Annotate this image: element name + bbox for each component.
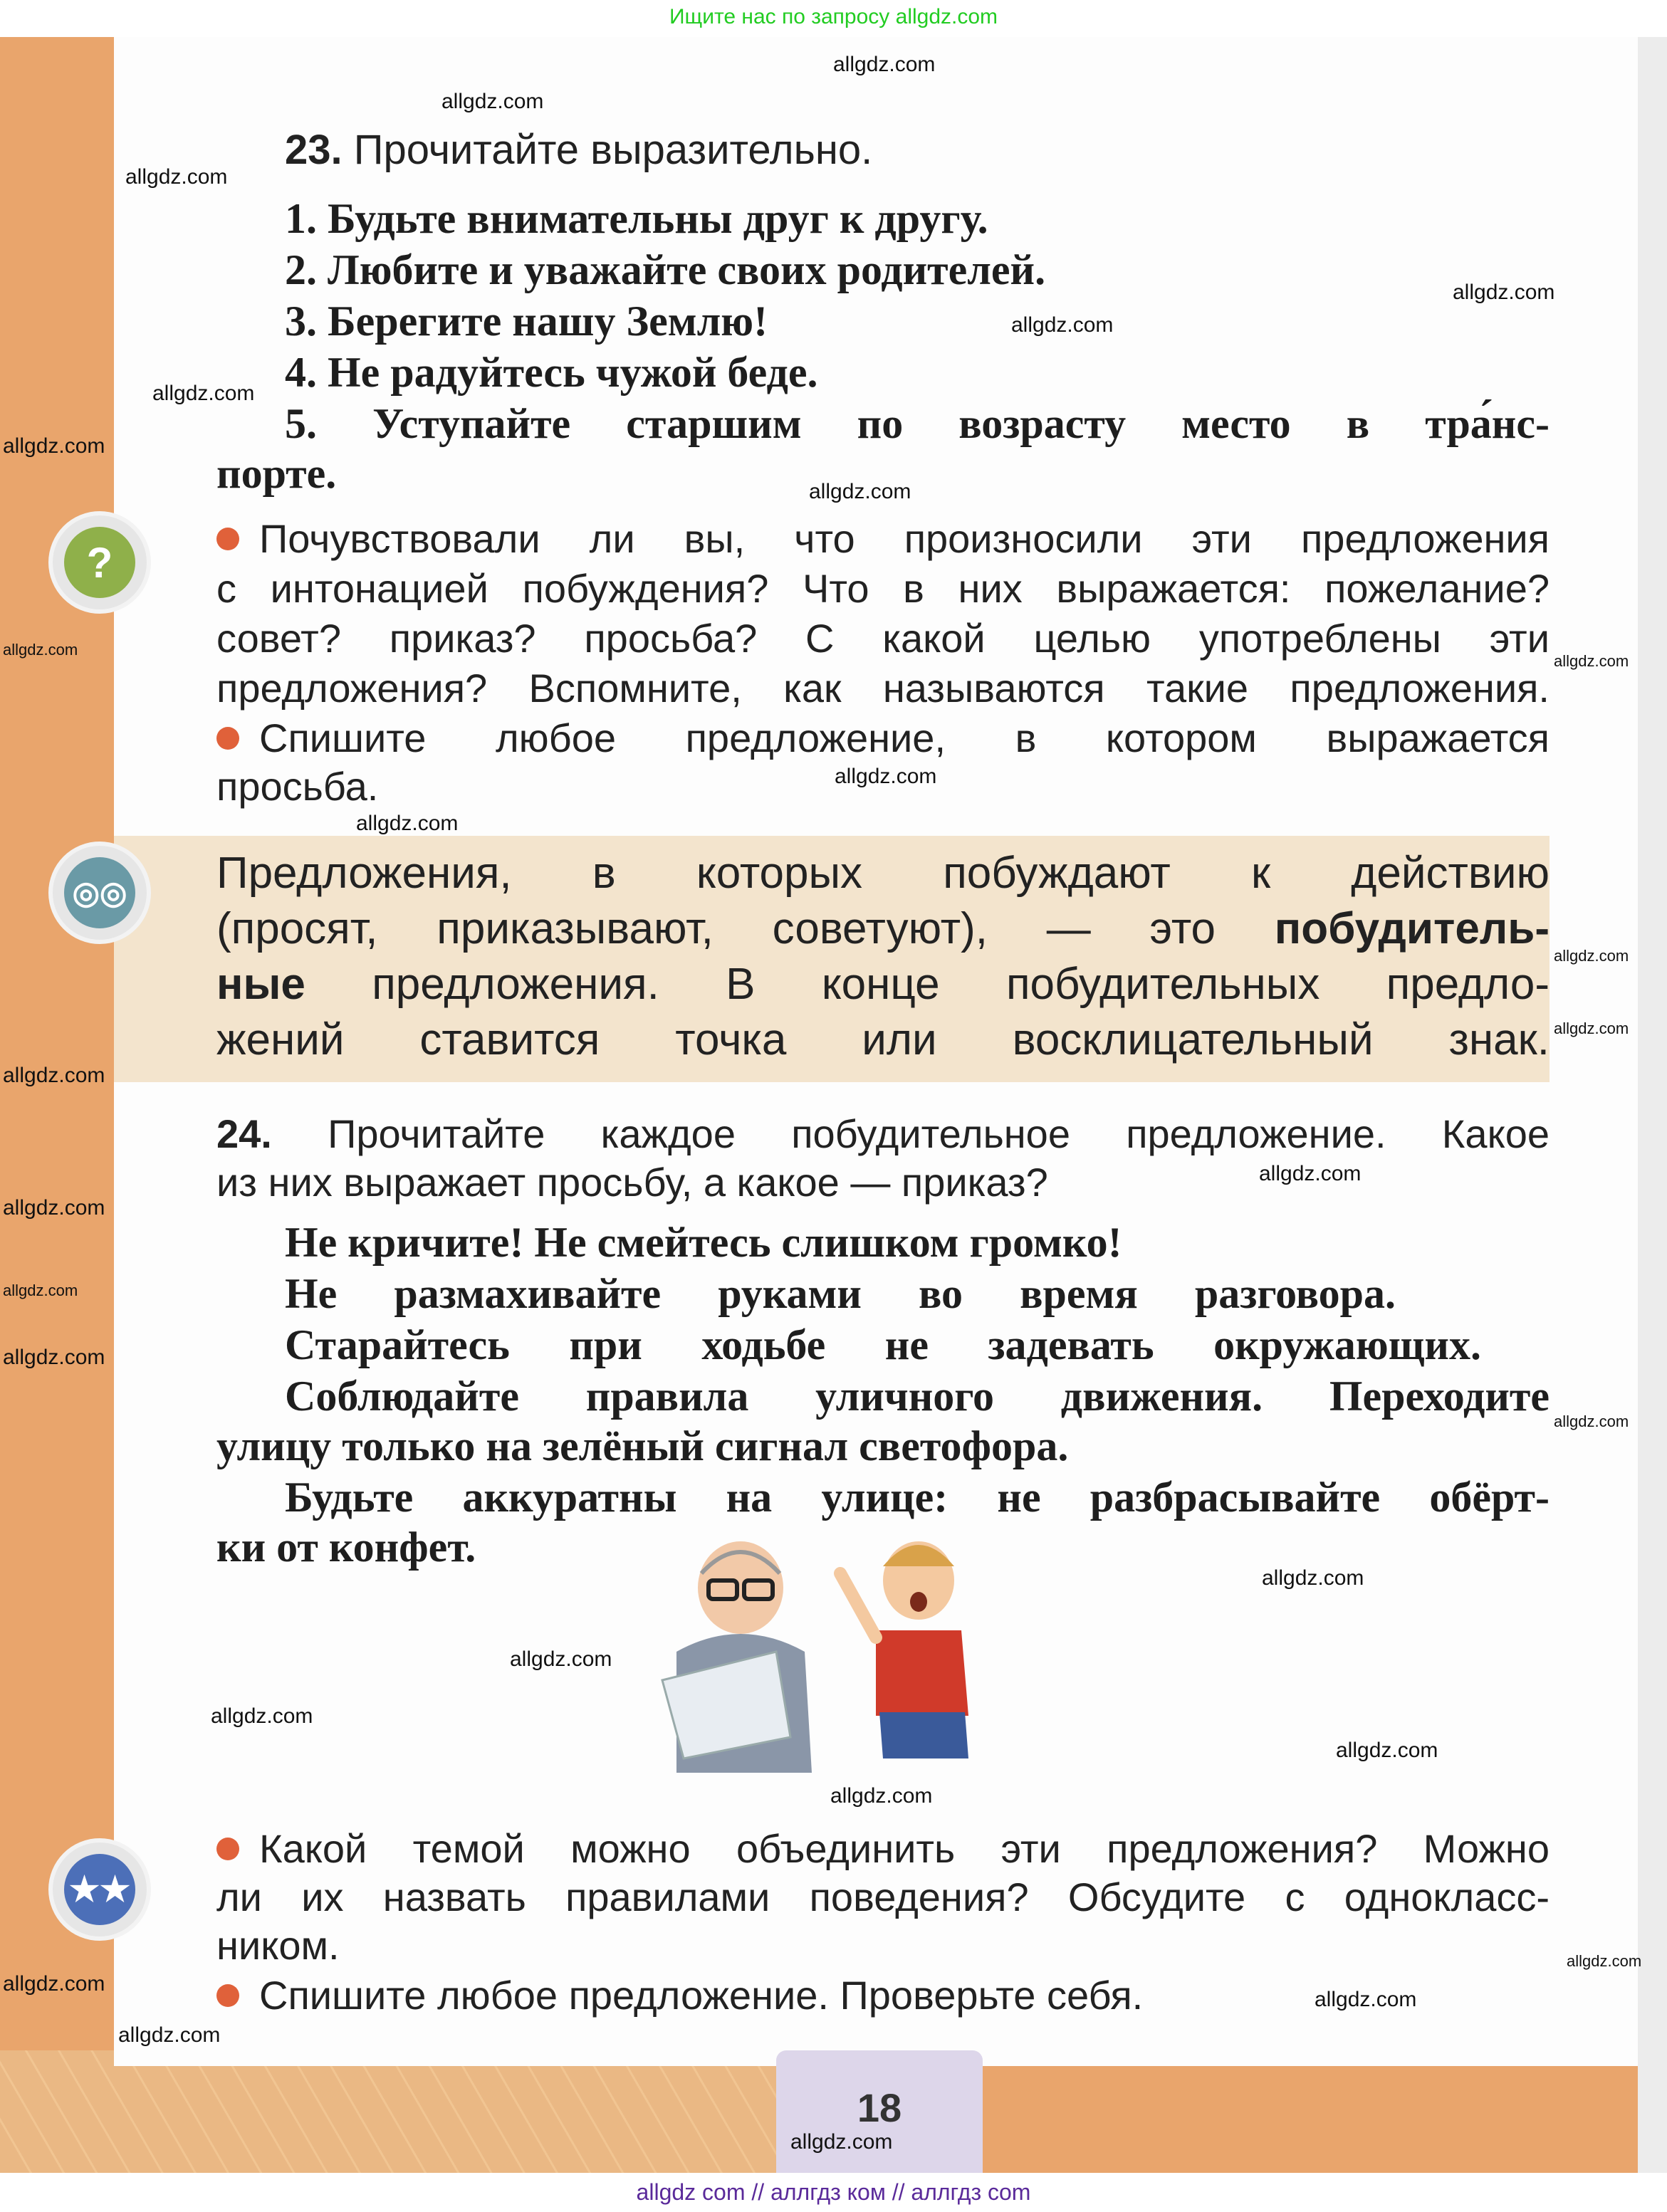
bullet-icon: [216, 528, 239, 550]
discussion-icon: [53, 1843, 147, 1936]
rule-line: Предложения, в которых побуждают к действию: [216, 849, 1550, 898]
watermark: allgdz.com: [3, 1972, 105, 1996]
watermark: allgdz.com: [125, 165, 228, 189]
list-item: 2. Любите и уважайте своих родителей.: [285, 246, 1046, 293]
watermark: allgdz.com: [441, 90, 544, 113]
watermark: allgdz.com: [3, 641, 78, 659]
watermark: allgdz.com: [3, 1346, 105, 1369]
man-figure: [662, 1541, 812, 1773]
search-banner: Ищите нас по запросу allgdz.com: [0, 0, 1667, 37]
watermark: allgdz.com: [1262, 1566, 1364, 1590]
rule-term: ные: [216, 960, 305, 1009]
watermark: allgdz.com: [1567, 1952, 1642, 1970]
exercise-24-heading: 24. Прочитайте каждое побудительное предложение. Какое: [216, 1111, 1550, 1156]
discussion-line: Какой темой можно объединить эти предложения? Можно: [216, 1824, 1550, 1874]
watermark: allgdz.com: [809, 480, 911, 503]
task-line: просьба.: [216, 764, 379, 809]
exercise-24-heading: из них выражает просьбу, а какое — приказ?: [216, 1160, 1048, 1205]
page-edge: [1638, 37, 1667, 2173]
watermark: allgdz.com: [211, 1704, 313, 1728]
text-line: Не размахивайте руками во время разговора.: [285, 1270, 1396, 1317]
boy-figure: [840, 1541, 968, 1758]
discussion-line: ником.: [216, 1923, 340, 1968]
exercise-number: 23.: [285, 127, 343, 173]
watermark: allgdz.com: [1554, 947, 1629, 965]
list-item: 4. Не радуйтесь чужой беде.: [285, 349, 818, 396]
list-item-continuation: порте.: [216, 450, 337, 497]
question-line: совет? приказ? просьба? С какой целью употреблены эти: [216, 616, 1550, 661]
text-line: Старайтесь при ходьбе не задевать окружающих.: [285, 1321, 1481, 1368]
list-item: 5. Уступайте старшим по возрасту место в тра́нс-: [285, 400, 1550, 447]
question-mark-icon: ?: [64, 527, 135, 598]
watermark: allgdz.com: [510, 1647, 612, 1671]
watermark: allgdz.com: [1453, 281, 1555, 304]
list-item: 1. Будьте внимательны друг к другу.: [285, 195, 988, 242]
stars-icon: ★★: [64, 1854, 135, 1925]
text-line: Будьте аккуратны на улице: не разбрасывайте обёрт-: [285, 1474, 1550, 1521]
watermark: allgdz.com: [118, 2023, 221, 2047]
watermark: allgdz.com: [1011, 313, 1114, 337]
text-line: улицу только на зелёный сигнал светофора.: [216, 1422, 1069, 1469]
watermark: allgdz.com: [1554, 1019, 1629, 1037]
rule-line: ные предложения. В конце побудительных предло-: [216, 960, 1550, 1009]
footer-links: allgdz com // аллгдз ком // аллгдз com: [0, 2173, 1667, 2212]
text-line: ки от конфет.: [216, 1524, 476, 1571]
rule-term: побудитель-: [1274, 904, 1550, 953]
watermark: allgdz.com: [835, 765, 937, 788]
list-item: 3. Берегите нашу Землю!: [285, 298, 768, 345]
final-task: Спишите любое предложение. Проверьте себя.: [216, 1971, 1550, 2020]
watermark: allgdz.com: [1554, 652, 1629, 670]
watermark: allgdz.com: [3, 1064, 105, 1087]
question-icon: [53, 515, 147, 609]
question-line: Почувствовали ли вы, что произносили эти предложения: [216, 514, 1550, 564]
bullet-icon: [216, 1838, 239, 1860]
watermark: allgdz.com: [1315, 1988, 1417, 2011]
question-line: с интонацией побуждения? Что в них выражается: пожелание?: [216, 566, 1550, 611]
owl-icon: ◎◎: [64, 857, 135, 928]
decorative-pattern: [0, 2050, 783, 2179]
watermark: allgdz.com: [3, 1281, 78, 1299]
question-line: предложения? Вспомните, как называются такие предложения.: [216, 666, 1550, 711]
watermark: allgdz.com: [790, 2130, 893, 2154]
exercise-number: 24.: [216, 1111, 272, 1156]
watermark: allgdz.com: [3, 434, 105, 458]
owl-rule-icon: [53, 846, 147, 940]
rule-line: (просят, приказывают, советуют), — это побудитель-: [216, 904, 1550, 953]
watermark: allgdz.com: [1259, 1162, 1362, 1185]
watermark: allgdz.com: [3, 1196, 105, 1220]
bullet-icon: [216, 1984, 239, 2007]
watermark: allgdz.com: [152, 382, 255, 405]
exercise-title: Прочитайте выразительно.: [353, 127, 873, 173]
illustration-man-and-boy: [634, 1531, 1061, 1773]
page-number: 18: [857, 2085, 902, 2130]
task-line: Спишите любое предложение, в котором выражается: [216, 713, 1550, 763]
text-line: Не кричите! Не смейтесь слишком громко!: [285, 1219, 1122, 1266]
watermark: allgdz.com: [1336, 1739, 1438, 1762]
watermark: allgdz.com: [1554, 1412, 1629, 1430]
bullet-icon: [216, 727, 239, 750]
rule-line: жений ставится точка или восклицательный знак.: [216, 1015, 1550, 1064]
watermark: allgdz.com: [356, 812, 459, 835]
exercise-23-heading: [285, 125, 1618, 175]
watermark: allgdz.com: [830, 1784, 933, 1808]
discussion-line: ли их назвать правилами поведения? Обсудите с однокласс-: [216, 1875, 1550, 1919]
watermark: allgdz.com: [833, 53, 936, 76]
text-line: Соблюдайте правила уличного движения. Переходите: [285, 1373, 1550, 1420]
